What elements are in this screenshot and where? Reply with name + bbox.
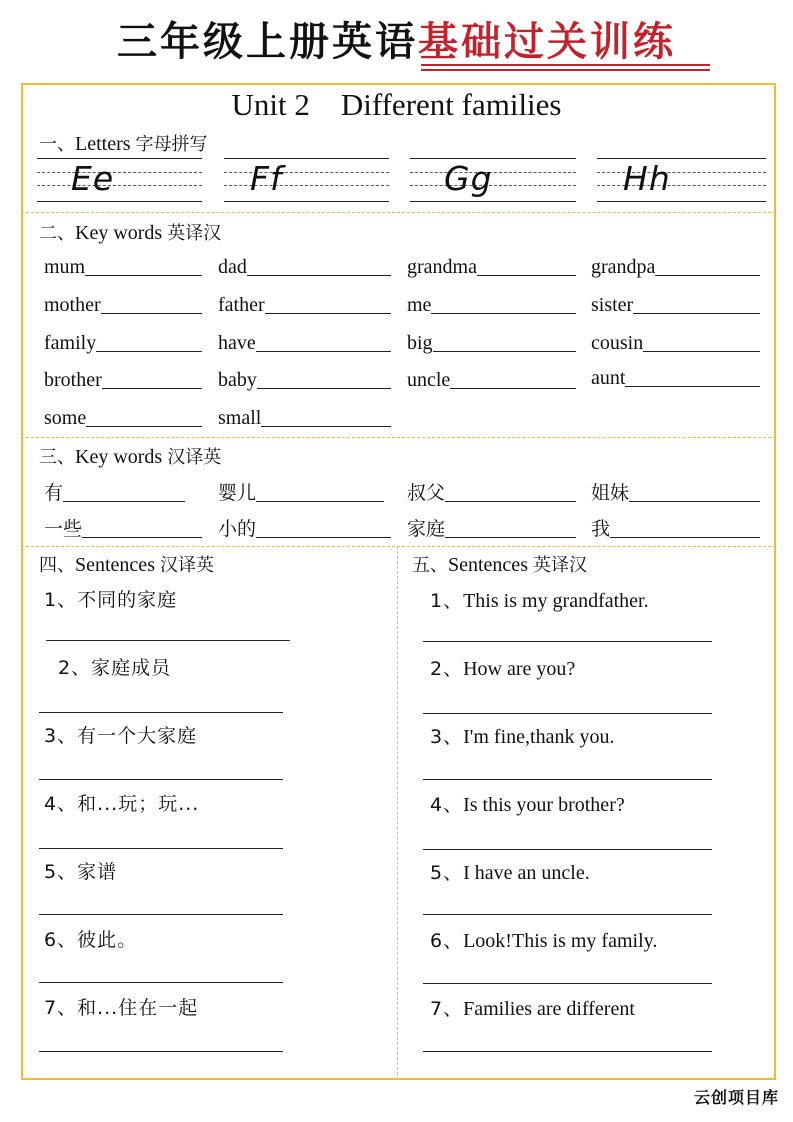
sentence-prompt: 6、彼此。	[44, 929, 138, 951]
letter-writing-box[interactable]	[410, 158, 576, 204]
answer-blank[interactable]	[633, 313, 760, 314]
answer-line[interactable]	[423, 983, 712, 984]
vocab-item: baby	[218, 369, 391, 392]
vocab-item: dad	[218, 256, 391, 279]
answer-blank[interactable]	[247, 275, 391, 276]
worksheet-title	[0, 10, 793, 67]
sentence-prompt: 3、I'm fine,thank you.	[430, 726, 615, 748]
answer-blank[interactable]	[101, 313, 202, 314]
letter-writing-box[interactable]	[224, 158, 389, 204]
divider-section-2	[21, 437, 776, 438]
section5-heading: 五、Sentences 英译汉	[412, 554, 587, 576]
answer-blank[interactable]	[450, 388, 576, 389]
section1-heading: 一、Letters 字母拼写	[39, 133, 208, 155]
divider-columns	[397, 546, 398, 1080]
answer-blank[interactable]	[63, 501, 185, 502]
answer-blank[interactable]	[102, 388, 202, 389]
answer-blank[interactable]	[82, 537, 202, 538]
sentence-prompt: 7、Families are different	[430, 998, 635, 1020]
answer-line[interactable]	[423, 914, 712, 915]
vocab-item: grandpa	[591, 256, 760, 279]
answer-blank[interactable]	[96, 351, 202, 352]
sentence-prompt: 1、不同的家庭	[44, 589, 178, 611]
section2-heading: 二、Key words 英译汉	[39, 222, 222, 244]
answer-blank[interactable]	[261, 426, 391, 427]
answer-blank[interactable]	[629, 501, 760, 502]
answer-blank[interactable]	[433, 351, 576, 352]
letter-writing-box[interactable]	[37, 158, 202, 204]
vocab-item: some	[44, 407, 202, 430]
answer-blank[interactable]	[643, 351, 760, 352]
answer-line[interactable]	[39, 779, 283, 780]
vocab-item: 家庭	[407, 514, 576, 541]
answer-line[interactable]	[423, 849, 712, 850]
divider-section-1	[21, 212, 776, 213]
answer-blank[interactable]	[477, 275, 576, 276]
sentence-prompt: 5、家谱	[44, 861, 118, 883]
answer-blank[interactable]	[265, 313, 391, 314]
vocab-item: 小的	[218, 514, 391, 541]
answer-line[interactable]	[39, 712, 283, 713]
vocab-item: have	[218, 332, 391, 355]
section4-heading: 四、Sentences 汉译英	[39, 554, 214, 576]
vocab-item: 叔父	[407, 478, 576, 505]
answer-blank[interactable]	[85, 275, 202, 276]
answer-blank[interactable]	[431, 313, 576, 314]
title-training: 基础过关训练	[418, 19, 676, 65]
vocab-item: aunt	[591, 367, 760, 390]
answer-blank[interactable]	[256, 537, 391, 538]
answer-line[interactable]	[39, 1051, 283, 1052]
letter-model: Gg	[444, 159, 493, 198]
vocab-item: mother	[44, 294, 202, 317]
vocab-item: sister	[591, 294, 760, 317]
answer-line[interactable]	[39, 848, 283, 849]
title-double-underline	[421, 64, 710, 71]
divider-section-3	[21, 546, 776, 547]
answer-blank[interactable]	[257, 388, 391, 389]
answer-blank[interactable]	[625, 386, 760, 387]
answer-blank[interactable]	[445, 537, 576, 538]
vocab-item: 我	[591, 514, 760, 541]
vocab-item: uncle	[407, 369, 576, 392]
vocab-item: family	[44, 332, 202, 355]
sentence-prompt: 3、有一个大家庭	[44, 725, 198, 747]
letter-model: Ee	[71, 159, 115, 198]
sentence-prompt: 6、Look!This is my family.	[430, 930, 658, 952]
answer-line[interactable]	[423, 641, 712, 642]
sentence-prompt: 2、家庭成员	[58, 657, 172, 679]
vocab-item: cousin	[591, 332, 760, 355]
vocab-item: me	[407, 294, 576, 317]
vocab-item: 婴儿	[218, 478, 384, 505]
vocab-item: big	[407, 332, 576, 355]
sentence-prompt: 5、I have an uncle.	[430, 862, 590, 884]
section3-heading: 三、Key words 汉译英	[39, 446, 222, 468]
vocab-item: mum	[44, 256, 202, 279]
vocab-item: grandma	[407, 256, 576, 279]
answer-line[interactable]	[46, 640, 290, 641]
answer-blank[interactable]	[655, 275, 760, 276]
vocab-item: small	[218, 407, 391, 430]
sentence-prompt: 4、Is this your brother?	[430, 794, 625, 816]
answer-line[interactable]	[423, 713, 712, 714]
answer-line[interactable]	[423, 1051, 712, 1052]
answer-line[interactable]	[39, 982, 283, 983]
answer-blank[interactable]	[256, 501, 384, 502]
answer-blank[interactable]	[610, 537, 760, 538]
unit-title: Unit 2 Different families	[231, 87, 562, 122]
answer-blank[interactable]	[86, 426, 202, 427]
letter-model: Hh	[623, 159, 671, 198]
answer-line[interactable]	[39, 914, 283, 915]
vocab-item: 姐妹	[591, 478, 760, 505]
vocab-item: father	[218, 294, 391, 317]
vocab-item: brother	[44, 369, 202, 392]
vocab-item: 有	[44, 478, 185, 505]
letter-writing-box[interactable]	[597, 158, 766, 204]
sentence-prompt: 7、和...住在一起	[44, 997, 199, 1019]
answer-blank[interactable]	[256, 351, 391, 352]
answer-line[interactable]	[423, 779, 712, 780]
answer-blank[interactable]	[445, 501, 576, 502]
sentence-prompt: 2、How are you?	[430, 658, 576, 680]
sentence-prompt: 4、和...玩；玩...	[44, 793, 200, 815]
title-grade: 三年级上册英语	[117, 19, 418, 65]
sentence-prompt: 1、This is my grandfather.	[430, 590, 649, 612]
vocab-item: 一些	[44, 514, 202, 541]
footer-watermark: 云创项目库	[694, 1088, 780, 1107]
letter-model: Ff	[250, 159, 283, 198]
